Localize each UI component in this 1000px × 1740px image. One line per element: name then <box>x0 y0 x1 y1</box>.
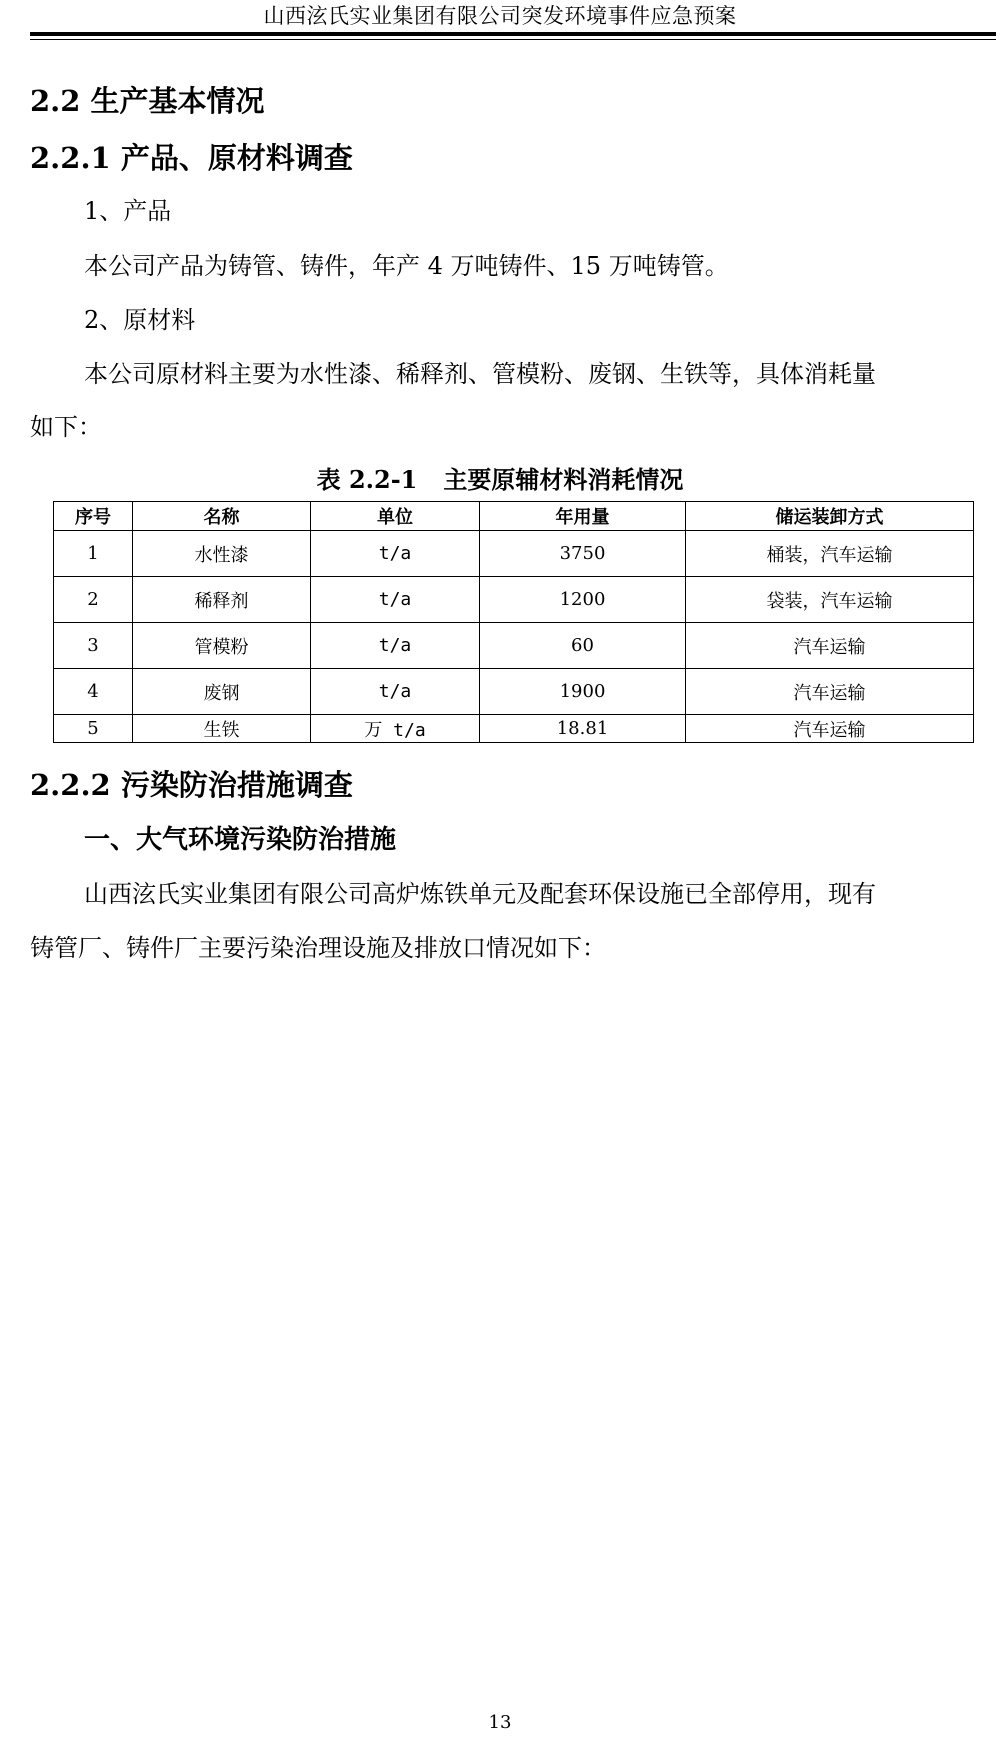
document-header: 山西泫氏实业集团有限公司突发环境事件应急预案 <box>263 4 737 28</box>
product-text: 本公司产品为铸管、铸件，年产 4 万吨铸件、15 万吨铸管。 <box>84 252 729 280</box>
cell-annual-usage: 1200 <box>480 577 686 623</box>
cell-unit: t/a <box>311 669 480 715</box>
cell-annual-usage: 1900 <box>480 669 686 715</box>
cell-name: 生铁 <box>133 715 311 743</box>
table-row <box>54 531 974 577</box>
cell-storage-transport: 汽车运输 <box>686 669 974 715</box>
table-caption-number: 表 2.2-1 <box>316 465 418 494</box>
table-header-row <box>54 502 974 531</box>
air-text-line2: 铸管厂、铸件厂主要污染治理设施及排放口情况如下： <box>30 934 606 962</box>
cell-unit: t/a <box>311 531 480 577</box>
header-cell-storage-transport: 储运装卸方式 <box>686 502 974 531</box>
subsection-title-air: 一、大气环境污染防治措施 <box>84 825 397 855</box>
cell-storage-transport: 桶装，汽车运输 <box>686 531 974 577</box>
cell-name: 水性漆 <box>133 531 311 577</box>
cell-name: 管模粉 <box>133 623 311 669</box>
section-title-2-2: 2.2 生产基本情况 <box>30 84 265 118</box>
header-cell-index: 序号 <box>54 502 133 531</box>
table-row <box>54 623 974 669</box>
cell-storage-transport: 汽车运输 <box>686 715 974 743</box>
header-rule-thick <box>30 32 996 36</box>
table-row <box>54 669 974 715</box>
cell-name: 废钢 <box>133 669 311 715</box>
materials-table <box>53 501 974 743</box>
table-row <box>54 715 974 743</box>
header-rule-thin <box>30 39 996 40</box>
cell-index: 1 <box>54 531 133 577</box>
cell-unit: t/a <box>311 623 480 669</box>
cell-index: 4 <box>54 669 133 715</box>
header-cell-annual-usage: 年用量 <box>480 502 686 531</box>
page-number: 13 <box>488 1712 512 1733</box>
cell-index: 2 <box>54 577 133 623</box>
cell-annual-usage: 3750 <box>480 531 686 577</box>
cell-storage-transport: 袋装，汽车运输 <box>686 577 974 623</box>
section-title-2-2-1: 2.2.1 产品、原材料调查 <box>30 141 353 175</box>
header-cell-name: 名称 <box>133 502 311 531</box>
cell-index: 3 <box>54 623 133 669</box>
cell-unit: t/a <box>311 577 480 623</box>
product-label: 1、产品 <box>84 197 172 225</box>
material-text-line2: 如下： <box>30 413 102 441</box>
cell-unit: 万 t/a <box>311 715 480 743</box>
header-cell-unit: 单位 <box>311 502 480 531</box>
air-text-line1: 山西泫氏实业集团有限公司高炉炼铁单元及配套环保设施已全部停用，现有 <box>84 880 876 908</box>
section-title-2-2-2: 2.2.2 污染防治措施调查 <box>30 768 353 802</box>
table-caption-title: 主要原辅材料消耗情况 <box>443 465 684 494</box>
table-caption <box>0 464 1000 496</box>
cell-storage-transport: 汽车运输 <box>686 623 974 669</box>
material-text-line1: 本公司原材料主要为水性漆、稀释剂、管模粉、废钢、生铁等，具体消耗量 <box>84 360 876 388</box>
cell-annual-usage: 18.81 <box>480 715 686 743</box>
cell-name: 稀释剂 <box>133 577 311 623</box>
cell-annual-usage: 60 <box>480 623 686 669</box>
cell-index: 5 <box>54 715 133 743</box>
table-row <box>54 577 974 623</box>
material-label: 2、原材料 <box>84 306 196 334</box>
